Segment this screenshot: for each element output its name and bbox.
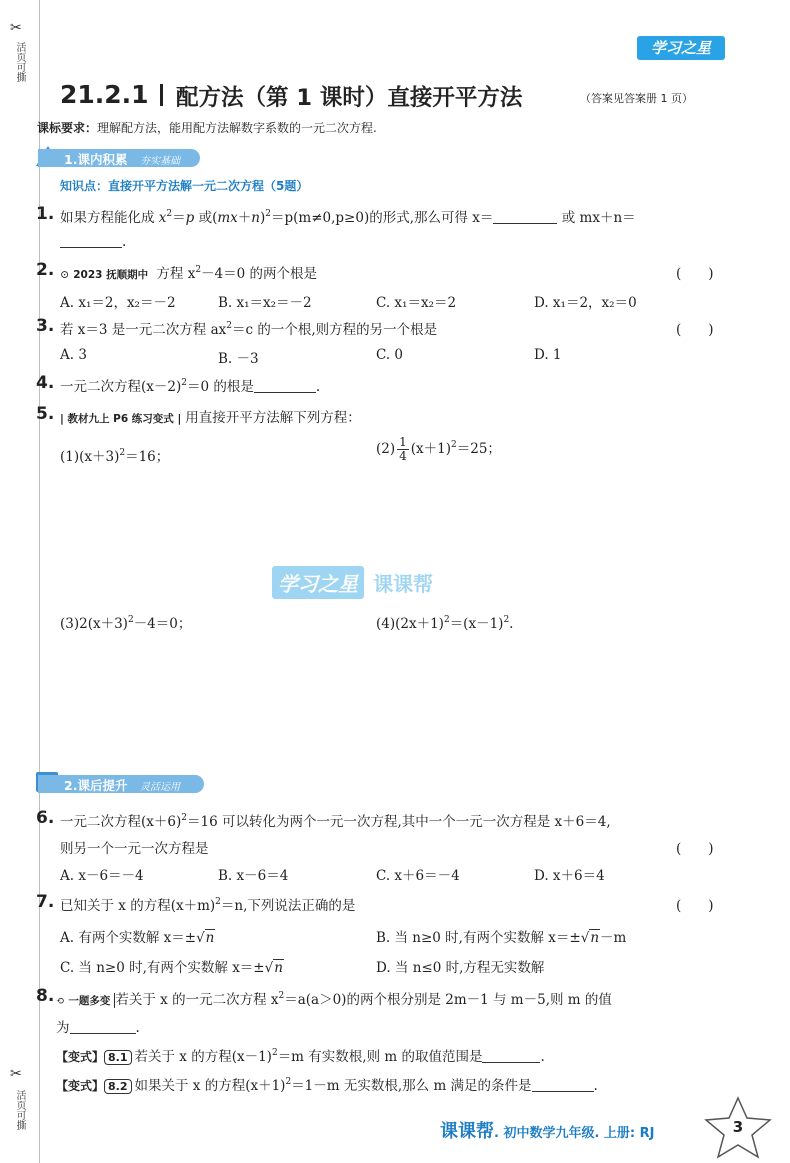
q3-option-c: C. 0 [376, 347, 404, 363]
q7-option-text: B. 当 n≥0 时,有两个实数解 x＝± [376, 930, 581, 946]
variant-number-badge: 8.2 [104, 1079, 132, 1094]
page-title: 配方法（第 1 课时）直接开平方法 [176, 85, 523, 111]
q3-number: 3. [36, 316, 55, 336]
q6-option-c: C. x＋6＝－4 [376, 868, 460, 884]
q1-text: 或 mx＋n＝ [561, 210, 636, 226]
watermark-brand: 学习之星 [272, 566, 364, 599]
q2-answer-paren[interactable]: ( ) [676, 266, 714, 282]
q3-text: ＝c 的一个根,则方程的另一个根是 [231, 322, 438, 338]
q7-text: ＝n,下列说法正确的是 [220, 898, 356, 914]
variant-end: . [593, 1078, 598, 1094]
q7-option-c: C. 当 n≥0 时,有两个实数解 x＝±√n [60, 960, 283, 976]
footer [440, 1117, 655, 1143]
answer-blank[interactable] [482, 1062, 540, 1063]
sqrt-radicand: n [590, 930, 600, 946]
q3-option-b: B. －3 [218, 351, 259, 367]
q6-option-b: B. x－6＝4 [218, 868, 289, 884]
q8-number: 8. [36, 986, 55, 1006]
standard-text: 理解配方法，能用配方法解数字系数的一元二次方程. [97, 121, 377, 135]
q5-sub4 [376, 612, 513, 632]
sidebar-top-text: 活页可撕 [14, 42, 25, 82]
sup: 2 [451, 440, 457, 450]
q6-stem-line2: 则另一个一元一次方程是 [60, 841, 209, 857]
q8-variant-2 [56, 1074, 598, 1094]
fraction-numerator: 1 [399, 435, 407, 449]
variant-text: 如果关于 x 的方程(x＋1) [134, 1078, 286, 1094]
q6-text: ＝16 可以转化为两个一元一次方程,其中一个一元一次方程是 x＋6＝4, [186, 814, 611, 830]
variant-tag: 【变式】 [56, 1079, 105, 1093]
sup: 2 [127, 615, 134, 625]
sidebar-bottom-text: 活页可撕 [14, 1090, 25, 1130]
q1-text: ＝p(m≠0,p≥0)的形式,那么可得 x＝ [271, 210, 494, 226]
sup: 2 [166, 209, 173, 219]
standard-label: 课标要求： [37, 121, 98, 135]
q6-text: 一元二次方程(x＋6) [60, 814, 182, 830]
q8-text: ＝a(a＞0)的两个根分别是 2m－1 与 m－5,则 m 的值 [284, 992, 612, 1008]
q8-stem-line2 [56, 1016, 140, 1036]
q2-source-tag: 2023 抚顺期中 [73, 269, 149, 281]
curriculum-standard [37, 119, 377, 136]
q3-text: 若 x＝3 是一元二次方程 ax [60, 322, 227, 338]
fraction [397, 436, 409, 463]
q7-option-text: －m [600, 930, 627, 946]
section2-label: 2.课后提升 [64, 778, 128, 793]
q7-stem [60, 894, 355, 914]
q7-option-d: D. 当 n≤0 时,方程无实数解 [376, 960, 545, 976]
answer-blank[interactable] [70, 1033, 136, 1034]
variant-tag: 【变式】 [56, 1050, 105, 1064]
q1-end: . [122, 234, 127, 250]
q6-option-d: D. x＋6＝4 [534, 868, 605, 884]
footer-brand: 课课帮 [440, 1121, 494, 1142]
page-number: 3 [732, 1118, 744, 1136]
q1-stem: 如果方程能化成 $x^2=p$ 或$(mx+n)^2=p(m\ne 0,p\ge 0)$的形式,那么可得 x＝ 或 mx＋n＝ [60, 209, 636, 226]
variant-text: ＝1－m 无实数根,那么 m 满足的条件是 [291, 1078, 532, 1094]
q6-answer-paren[interactable]: ( ) [676, 841, 714, 857]
fraction-denominator: 4 [399, 449, 407, 463]
q2-option-d: D. x₁＝2，x₂＝0 [534, 295, 637, 311]
q3-stem [60, 318, 437, 338]
q5-text: (1)(x＋3) [60, 449, 120, 465]
q8-stem [56, 988, 612, 1008]
scissors-icon: ✂ [10, 1066, 22, 1082]
q7-option-a: A. 有两个实数解 x＝±√n [60, 930, 215, 946]
section1-label: 1.课内积累 [64, 152, 128, 167]
q6-stem [60, 810, 611, 830]
q5-number: 5. [36, 404, 55, 424]
knowledge-point: 知识点：直接开平方法解一元二次方程（5题） [60, 179, 309, 193]
sup: 2 [265, 209, 272, 219]
scissors-icon: ✂ [10, 20, 22, 36]
sup: 2 [119, 448, 126, 458]
sup: 2 [278, 991, 285, 1001]
answer-reference: （答案见答案册 1 页） [580, 92, 693, 105]
variant-text: ＝m 有实数根,则 m 的取值范围是 [277, 1049, 483, 1065]
variant-end: . [540, 1049, 545, 1065]
location-pin-icon: ⊙ [60, 268, 70, 281]
title-divider [160, 84, 163, 106]
variant-text: 若关于 x 的方程(x－1) [134, 1049, 272, 1065]
sqrt-radicand: n [274, 960, 283, 976]
q5-text: －4＝0； [133, 616, 192, 632]
sup: 2 [285, 1077, 292, 1087]
answer-blank[interactable] [254, 392, 316, 393]
q5-text: ＝(x－1) [449, 616, 504, 632]
section2-sub: 灵活运用 [140, 782, 180, 793]
watermark [272, 566, 433, 599]
sup: 2 [503, 615, 510, 625]
q5-stem [56, 406, 361, 426]
q7-option-b: B. 当 n≥0 时,有两个实数解 x＝±√n－m [376, 930, 627, 946]
sup: 2 [215, 897, 221, 907]
sup: 2 [271, 1048, 278, 1058]
footer-book: . 初中数学九年级. 上册: RJ [494, 1126, 655, 1141]
q7-text: 已知关于 x 的方程(x＋m) [60, 898, 216, 914]
q4-stem [60, 375, 320, 395]
q4-text: 一元二次方程(x－2) [60, 379, 182, 395]
q5-text: 用直接开平方法解下列方程： [185, 410, 361, 426]
q8-tag: 一题多变 [64, 993, 115, 1008]
sup: 2 [181, 813, 187, 823]
variant-number-badge: 8.1 [104, 1050, 132, 1065]
q3-option-d: D. 1 [534, 347, 562, 363]
q8-text: 为 [56, 1020, 70, 1036]
q8-variant-1 [56, 1045, 545, 1065]
q2-stem [60, 262, 317, 282]
q2-text: 方程 x [156, 266, 196, 282]
q1-text: 如果方程能化成 [60, 210, 159, 226]
q6-number: 6. [36, 808, 55, 828]
sqrt-radicand: n [205, 930, 215, 946]
q8-text: 若关于 x 的一元二次方程 x [115, 992, 279, 1008]
q5-sub3 [60, 612, 191, 632]
answer-blank[interactable] [60, 247, 122, 248]
q5-text: ＝25； [456, 441, 501, 457]
q7-answer-paren[interactable]: ( ) [676, 898, 714, 914]
section1-sub: 夯实基础 [140, 156, 180, 167]
q4-text: ＝0 的根是 [186, 379, 254, 395]
q2-text: －4＝0 的两个根是 [201, 266, 318, 282]
answer-blank[interactable] [532, 1091, 594, 1092]
q5-text: (3)2(x＋3) [60, 616, 128, 632]
q3-answer-paren[interactable]: ( ) [676, 322, 714, 338]
watermark-suffix: 课课帮 [373, 572, 434, 596]
tear-off-sidebar [0, 0, 40, 1163]
q1-text: 或( [194, 210, 218, 226]
q5-text: . [509, 616, 514, 632]
q5-sub2 [376, 436, 501, 463]
q1-line2 [60, 234, 126, 250]
sup: 2 [181, 378, 187, 388]
q1-text: ) [260, 210, 266, 226]
q6-option-a: A. x－6＝－4 [60, 868, 144, 884]
q7-option-text: C. 当 n≥0 时,有两个实数解 x＝± [60, 960, 265, 976]
q2-option-a: A. x₁＝2，x₂＝－2 [60, 295, 176, 311]
q7-option-text: A. 有两个实数解 x＝± [60, 930, 197, 946]
q5-source-tag: | 教材九上 P6 练习变式 | [60, 413, 182, 425]
q4-number: 4. [36, 373, 55, 393]
q5-sub1 [60, 445, 169, 465]
q3-option-a: A. 3 [60, 347, 87, 363]
q5-text: (2) [376, 441, 396, 457]
q7-number: 7. [36, 892, 55, 912]
q8-end: . [135, 1020, 140, 1036]
sup: 2 [195, 265, 202, 275]
answer-blank[interactable] [493, 223, 557, 224]
section-number: 21.2.1 [60, 80, 149, 109]
q2-option-b: B. x₁＝x₂＝－2 [218, 295, 312, 311]
sup: 2 [443, 615, 450, 625]
q5-text: (4)(2x＋1) [376, 616, 444, 632]
q1-number: 1. [36, 204, 55, 224]
q2-option-c: C. x₁＝x₂＝2 [376, 295, 457, 311]
q4-end: . [315, 379, 321, 395]
sup: 2 [226, 321, 232, 331]
q2-number: 2. [36, 260, 55, 280]
q5-text: (x＋1) [410, 441, 452, 457]
variation-icon: ⟲ [56, 996, 65, 1007]
q5-text: ＝16； [125, 449, 170, 465]
brand-logo: 学习之星 [637, 36, 725, 60]
